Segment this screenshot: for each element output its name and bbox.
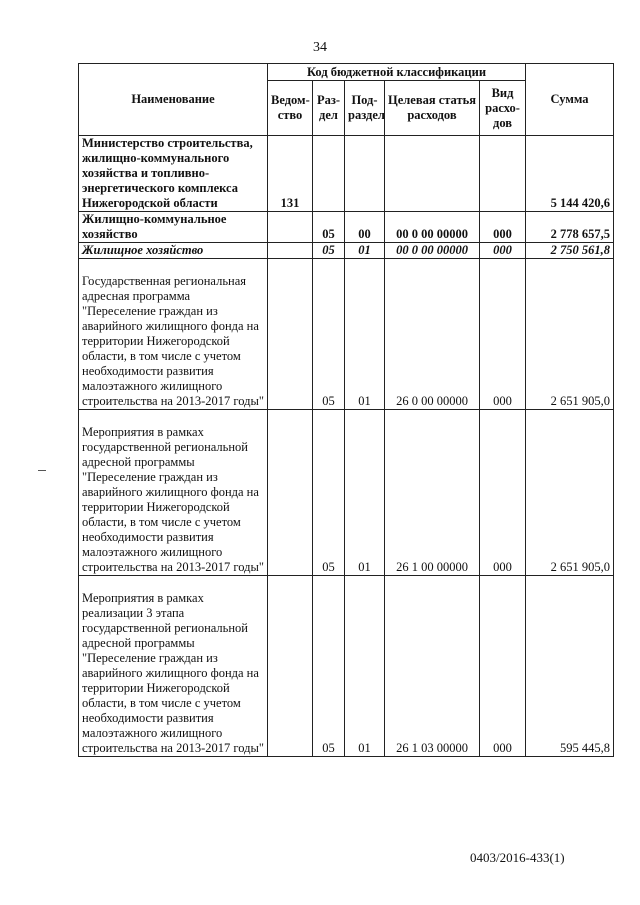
row-section: 05 [313, 576, 345, 757]
row-expense-type: 000 [480, 410, 526, 576]
row-target: 26 0 00 00000 [385, 259, 480, 410]
document-code: 0403/2016-433(1) [470, 850, 565, 865]
page-number: 34 [313, 40, 327, 55]
row-target [385, 136, 480, 212]
row-name: Министерство строительства, жилищно-коммунального хозяйства и топливно-энергетического комплекса Нижегородской области [79, 136, 268, 212]
row-sum: 2 750 561,8 [526, 243, 614, 259]
row-subsection: 01 [345, 410, 385, 576]
table-row [79, 212, 614, 243]
row-target: 00 0 00 00000 [385, 243, 480, 259]
row-expense-type: 000 [480, 259, 526, 410]
row-name: Мероприятия в рамках реализации 3 этапа государственной региональной адресной программы "Переселение граждан из аварийного жилищного фонда на территории Нижегородской области, в том числе с учетом необходимости развития малоэтажного жилищного строительства на 2013-2017 годы" [79, 576, 268, 757]
header-expense-type: Вид расхо-дов [480, 81, 526, 136]
table-row [79, 243, 614, 259]
row-department [268, 212, 313, 243]
row-name: Жилищное хозяйство [79, 243, 268, 259]
row-department: 131 [268, 136, 313, 212]
row-expense-type [480, 136, 526, 212]
header-name: Наименование [79, 64, 268, 136]
row-name: Мероприятия в рамках государственной региональной адресной программы "Переселение граждан из аварийного жилищного фонда на территории Нижегородской области, в том числе с учетом необходимости развития малоэтажного жилищного строительства на 2013-2017 годы" [79, 410, 268, 576]
budget-table [78, 63, 614, 757]
table-row [79, 576, 614, 757]
row-subsection: 00 [345, 212, 385, 243]
table-row [79, 259, 614, 410]
row-name: Государственная региональная адресная программа "Переселение граждан из аварийного жилищного фонда на территории Нижегородской области, в том числе с учетом необходимости развития малоэтажного жилищного строительства на 2013-2017 годы" [79, 259, 268, 410]
row-expense-type: 000 [480, 212, 526, 243]
row-section: 05 [313, 259, 345, 410]
row-target: 26 1 00 00000 [385, 410, 480, 576]
row-sum: 2 651 905,0 [526, 410, 614, 576]
row-department [268, 243, 313, 259]
row-department [268, 576, 313, 757]
row-sum: 2 651 905,0 [526, 259, 614, 410]
row-name: Жилищно-коммунальное хозяйство [79, 212, 268, 243]
row-subsection [345, 136, 385, 212]
row-subsection: 01 [345, 259, 385, 410]
row-target: 26 1 03 00000 [385, 576, 480, 757]
row-target: 00 0 00 00000 [385, 212, 480, 243]
row-subsection: 01 [345, 243, 385, 259]
row-section: 05 [313, 410, 345, 576]
row-expense-type: 000 [480, 576, 526, 757]
row-section: 05 [313, 243, 345, 259]
row-sum: 5 144 420,6 [526, 136, 614, 212]
row-section: 05 [313, 212, 345, 243]
header-target-article: Целевая статья расходов [385, 81, 480, 136]
row-department [268, 259, 313, 410]
header-department: Ведом-ство [268, 81, 313, 136]
header-subsection: Под-раздел [345, 81, 385, 136]
row-section [313, 136, 345, 212]
row-expense-type: 000 [480, 243, 526, 259]
row-sum: 595 445,8 [526, 576, 614, 757]
header-classification-code: Код бюджетной классификации [268, 64, 526, 81]
header-sum: Сумма [526, 64, 614, 136]
table-row [79, 410, 614, 576]
row-sum: 2 778 657,5 [526, 212, 614, 243]
table-row [79, 136, 614, 212]
row-subsection: 01 [345, 576, 385, 757]
margin-mark [38, 470, 46, 471]
row-department [268, 410, 313, 576]
header-section: Раз-дел [313, 81, 345, 136]
